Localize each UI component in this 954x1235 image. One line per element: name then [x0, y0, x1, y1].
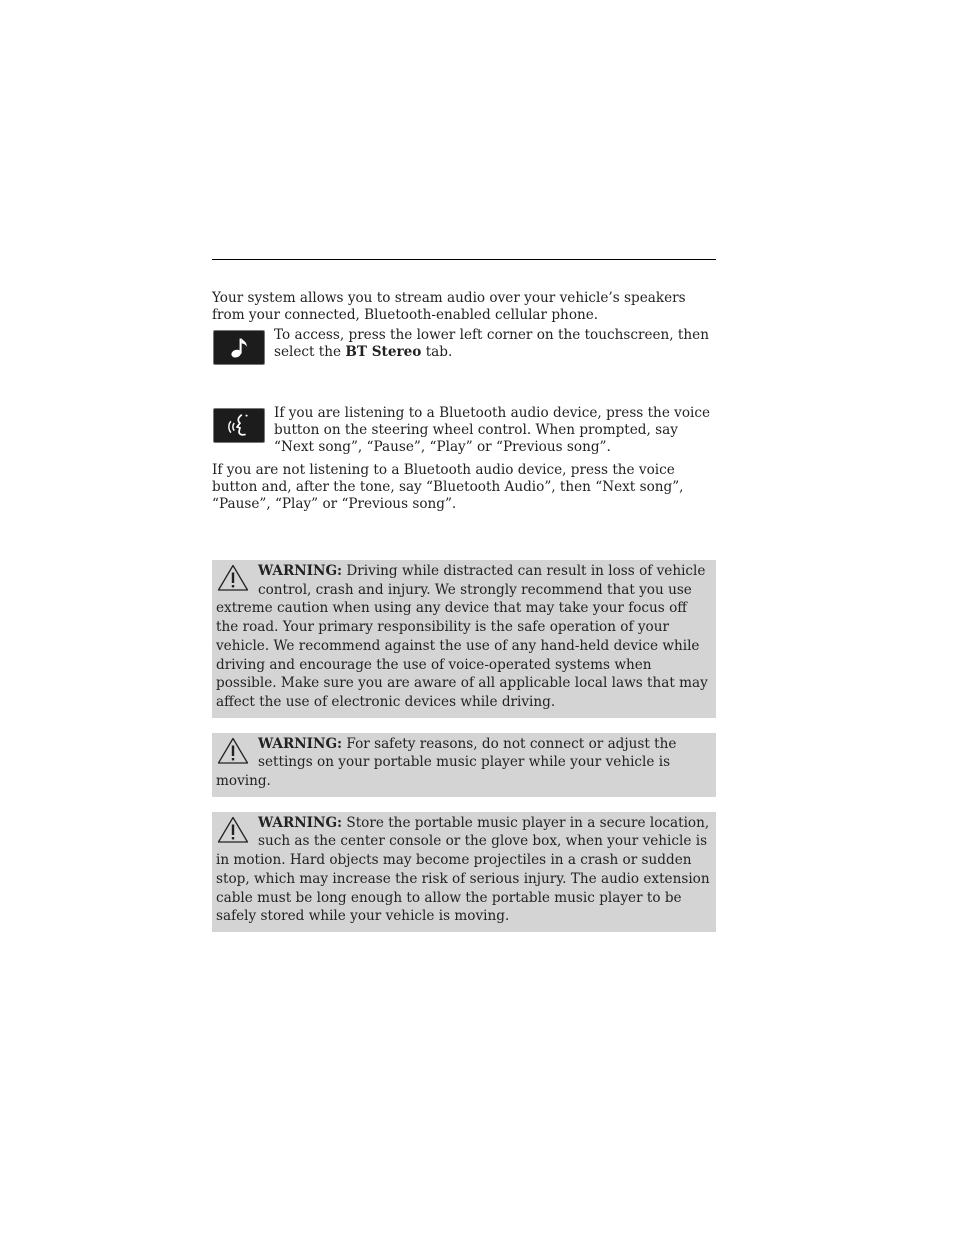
access-text	[274, 327, 716, 361]
warning-label: WARNING:	[258, 735, 343, 752]
warning-triangle-icon	[216, 736, 250, 766]
access-text-before: To access, press the lower left corner on the touchscreen, then select the	[274, 327, 709, 360]
voice-instruction	[212, 405, 716, 456]
warning-text: Driving while distracted can result in loss of vehicle control, crash and injury. We strongly recommend that you use extreme caution when using any device that may take your focus off the road. Your primary responsibility is the safe operation of your vehicle. We recommend against the use of any hand-held device while driving and encourage the use of voice-operated systems when possible. Make sure you are aware of all applicable local laws that may affect the use of electronic devices while driving.	[216, 563, 708, 710]
warning-triangle-icon	[216, 815, 250, 845]
warning-label: WARNING:	[258, 563, 343, 579]
not-listening-paragraph: If you are not listening to a Bluetooth audio device, press the voice button and, after the tone, say “Bluetooth Audio”, then “Next song”, “Pause”, “Play” or “Previous song”.	[212, 462, 684, 512]
music-note-icon	[213, 330, 265, 365]
warning-box-settings	[212, 733, 716, 797]
voice-command-icon	[213, 408, 265, 443]
page-content	[212, 290, 716, 947]
access-instruction	[212, 327, 716, 365]
warning-text: For safety reasons, do not connect or adjust the settings on your portable music player while your vehicle is moving.	[216, 735, 677, 790]
warning-triangle-icon	[216, 563, 250, 593]
voice-text: If you are listening to a Bluetooth audio device, press the voice button on the steering wheel control. When prompted, say “Next song”, “Pause”, “Play” or “Previous song”.	[274, 405, 711, 455]
bt-stereo-tab-label: BT Stereo	[345, 344, 422, 360]
warning-box-distraction	[212, 560, 716, 718]
header-rule	[212, 259, 716, 260]
access-text-after: tab.	[421, 344, 453, 360]
warning-box-storage	[212, 812, 716, 932]
warning-text: Store the portable music player in a secure location, such as the center console or the glove box, when your vehicle is in motion. Hard objects may become projectiles in a crash or sudden stop, which may increase the risk of serious injury. The audio extension cable must be long enough to allow the portable music player to be safely stored while your vehicle is moving.	[216, 814, 710, 925]
intro-paragraph: Your system allows you to stream audio over your vehicle’s speakers from your connected, Bluetooth-enabled cellular phone.	[212, 290, 686, 323]
warning-label: WARNING:	[258, 814, 343, 831]
